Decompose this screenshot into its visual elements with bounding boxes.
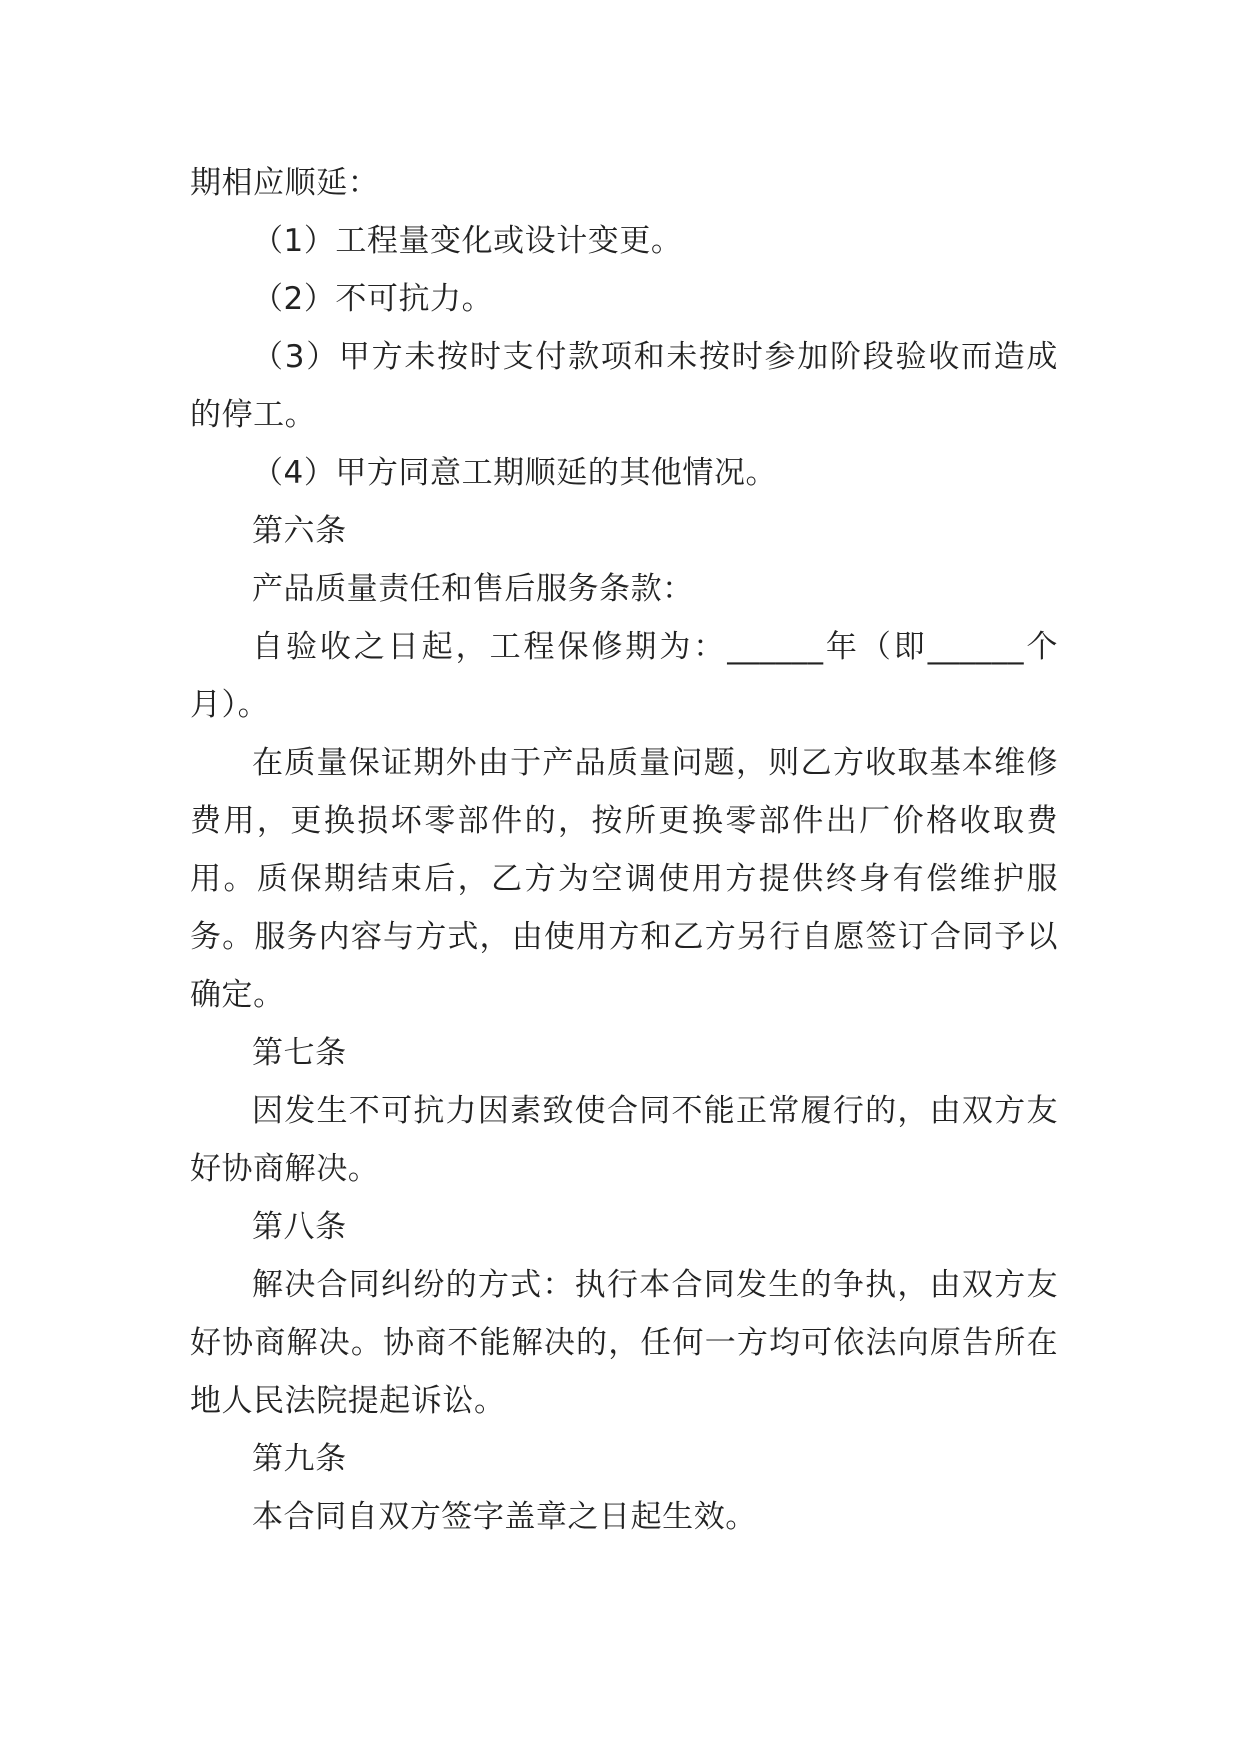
article-7-heading: 第七条 bbox=[252, 1035, 347, 1071]
article-9-heading: 第九条 bbox=[252, 1441, 347, 1477]
paragraph-delay-continuation: 期相应顺延： bbox=[190, 165, 380, 201]
effective-date-clause: 本合同自双方签字盖章之日起生效。 bbox=[252, 1499, 757, 1535]
warranty-period-clause: 自验收之日起，工程保修期为：______年（即______个月）。 bbox=[190, 629, 1058, 723]
after-sales-service-clause: 在质量保证期外由于产品质量问题，则乙方收取基本维修费用，更换损坏零部件的，按所更换零部件出厂价格收取费用。质保期结束后，乙方为空调使用方提供终身有偿维护服务。服务内容与方式，由使用方和乙方另行自愿签订合同予以确定。 bbox=[190, 745, 1058, 1013]
dispute-resolution-clause: 解决合同纠纷的方式：执行本合同发生的争执，由双方友好协商解决。协商不能解决的，任何一方均可依法向原告所在地人民法院提起诉讼。 bbox=[190, 1267, 1058, 1419]
paragraph-item-1: （1）工程量变化或设计变更。 bbox=[252, 223, 683, 259]
article-6-heading: 第六条 bbox=[252, 513, 347, 549]
article-8-heading: 第八条 bbox=[252, 1209, 347, 1245]
paragraph-item-4: （4）甲方同意工期顺延的其他情况。 bbox=[252, 455, 778, 491]
article-6-title: 产品质量责任和售后服务条款： bbox=[252, 571, 694, 607]
paragraph-item-2: （2）不可抗力。 bbox=[252, 281, 494, 317]
contract-text-body bbox=[190, 154, 1058, 1546]
force-majeure-clause: 因发生不可抗力因素致使合同不能正常履行的，由双方友好协商解决。 bbox=[190, 1093, 1058, 1187]
paragraph-item-3: （3）甲方未按时支付款项和未按时参加阶段验收而造成的停工。 bbox=[190, 339, 1058, 433]
